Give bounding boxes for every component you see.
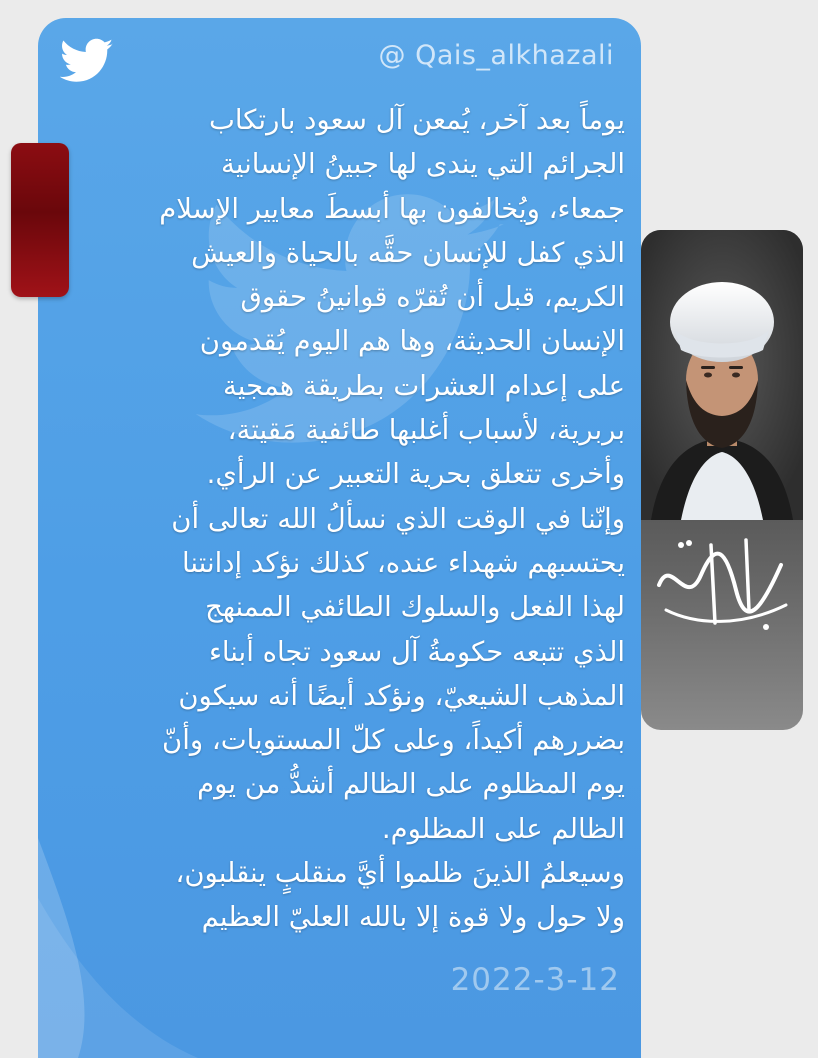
portrait-panel [641,230,803,730]
signature-calligraphy [641,515,803,645]
tweet-line: يحتسبهم شهداء عنده، كذلك نؤكد إدانتنا [182,546,625,579]
tweet-line: جمعاء، ويُخالفون بها أبسطَ معايير الإسلام [159,192,625,225]
twitter-bird-icon [60,38,114,84]
tweet-line: لهذا الفعل والسلوك الطائفي الممنهج [205,591,625,624]
tweet-line: وسيعلمُ الذينَ ظلموا أيَّ منقلبٍ ينقلبون، [175,857,625,890]
tweet-line: الجرائم التي يندى لها جبينُ الإنسانية [221,148,625,181]
cleric-portrait-image [641,230,803,520]
account-handle[interactable]: @ Qais_alkhazali [378,40,614,71]
tweet-line: وإنّنا في الوقت الذي نسألُ الله تعالى أن [171,502,625,535]
tweet-line: الكريم، قبل أن تُقرّه قوانينُ حقوق [240,281,625,314]
tweet-line: يوم المظلوم على الظالم أشدُّ من يوم [197,768,625,801]
tweet-line: وأخرى تتعلق بحرية التعبير عن الرأي. [206,458,625,491]
tweet-line: الإنسان الحديثة، وها هم اليوم يُقدمون [199,325,625,358]
tweet-body [85,98,625,940]
tweet-line: ولا حول ولا قوة إلا بالله العليّ العظيم [201,901,625,934]
post-date: 2022-3-12 [450,962,620,998]
tweet-line: الذي كفل للإنسان حقَّه بالحياة والعيش [191,236,625,269]
tweet-line: الظالم على المظلوم. [381,812,625,845]
tweet-line: الذي تتبعه حكومةُ آل سعود تجاه أبناء [208,635,625,668]
tweet-line: على إعدام العشرات بطريقة همجية [223,369,625,402]
tweet-line: المذهب الشيعيّ، ونؤكد أيضًا أنه سيكون [178,679,625,712]
tweet-line: بضررهم أكيداً، وعلى كلّ المستويات، وأنّ [162,724,625,757]
tweet-line: يوماً بعد آخر، يُمعن آل سعود بارتكاب [208,104,625,136]
tweet-line: بربرية، لأسباب أغلبها طائفية مَقيتة، [227,414,625,447]
red-accent-tab [11,143,69,297]
